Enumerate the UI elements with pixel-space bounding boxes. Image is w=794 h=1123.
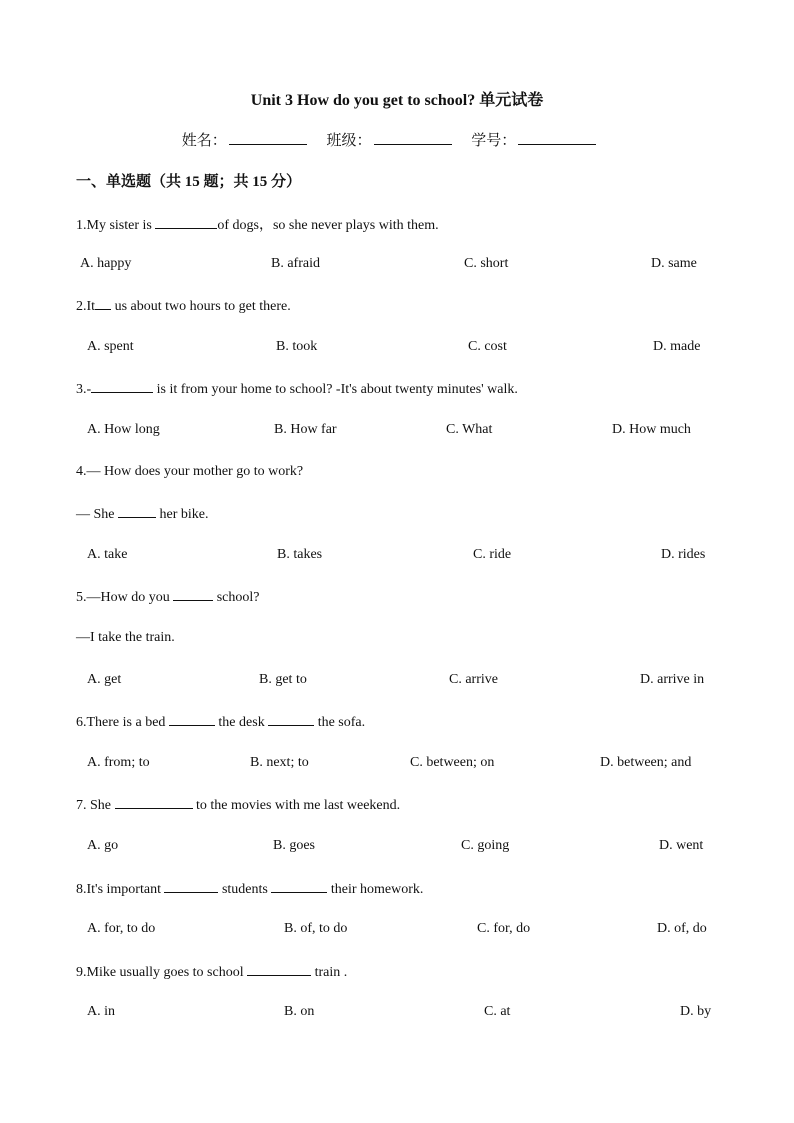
question-7-option-a[interactable]: A. go [87,838,119,853]
question-4-option-c[interactable]: C. ride [473,547,512,562]
question-9-option-d[interactable]: D. by [680,1004,712,1019]
question-6-option-a[interactable]: A. from; to [87,755,150,770]
question-2-option-a[interactable]: A. spent [87,339,134,354]
question-5-option-d[interactable]: D. arrive in [640,672,705,687]
question-2-option-c[interactable]: C. cost [468,339,507,354]
answer-blank [115,796,193,809]
question-3-option-b[interactable]: B. How far [274,422,337,437]
name-blank[interactable] [229,131,307,145]
question-2-option-d[interactable]: D. made [653,339,701,354]
question-7-option-b[interactable]: B. goes [273,838,315,853]
question-8-option-c[interactable]: C. for, do [477,921,531,936]
question-4-option-d[interactable]: D. rides [661,547,706,562]
question-2-option-b[interactable]: B. took [276,339,318,354]
answer-blank [118,505,156,518]
question-4-stem: 4.— How does your mother go to work? [76,464,304,479]
question-1-option-d[interactable]: D. same [651,256,697,271]
question-6-option-c[interactable]: C. between; on [410,755,495,770]
answer-blank [268,713,314,726]
question-9-stem: 9.Mike usually goes to school train . [76,965,348,980]
question-6-stem: 6.There is a bed the desk the sofa. [76,715,366,730]
question-1-stem: 1.My sister is of dogs，so she never plays with them. [76,218,439,233]
question-4-line2: — She her bike. [76,507,209,522]
id-blank[interactable] [518,131,596,145]
question-4-option-b[interactable]: B. takes [277,547,323,562]
question-5-option-a[interactable]: A. get [87,672,122,687]
class-blank[interactable] [374,131,452,145]
answer-blank [95,297,111,310]
question-7-option-d[interactable]: D. went [659,838,704,853]
answer-blank [169,713,215,726]
answer-blank [164,880,218,893]
question-5-option-b[interactable]: B. get to [259,672,307,687]
answer-blank [155,216,217,229]
answer-blank [271,880,327,893]
question-5-option-c[interactable]: C. arrive [449,672,498,687]
question-8-option-b[interactable]: B. of, to do [284,921,348,936]
question-1-option-a[interactable]: A. happy [80,256,132,271]
answer-blank [173,588,213,601]
id-label: 学号： [471,133,517,149]
question-6-option-d[interactable]: D. between; and [600,755,692,770]
question-9-option-a[interactable]: A. in [87,1004,115,1019]
question-5-stem: 5.—How do you school? [76,590,260,605]
question-3-option-d[interactable]: D. How much [612,422,691,437]
answer-blank [247,963,311,976]
student-info-line [0,129,794,150]
question-5-line2: —I take the train. [76,630,175,645]
question-7-stem: 7. She to the movies with me last weekend. [76,798,401,813]
question-9-option-c[interactable]: C. at [484,1004,511,1019]
question-6-option-b[interactable]: B. next; to [250,755,309,770]
question-2-stem: 2.It us about two hours to get there. [76,299,291,314]
question-9-option-b[interactable]: B. on [284,1004,315,1019]
question-3-option-a[interactable]: A. How long [87,422,160,437]
answer-blank [91,380,153,393]
exam-title: Unit 3 How do you get to school? 单元试卷 [250,92,544,109]
name-label: 姓名： [181,133,227,149]
question-8-option-a[interactable]: A. for, to do [87,921,156,936]
question-4-option-a[interactable]: A. take [87,547,128,562]
class-label: 班级： [326,133,372,149]
question-3-stem: 3.- is it from your home to school? -It's about twenty minutes' walk. [76,382,518,397]
question-1-option-c[interactable]: C. short [464,256,509,271]
question-1-option-b[interactable]: B. afraid [271,256,320,271]
question-7-option-c[interactable]: C. going [461,838,510,853]
question-3-option-c[interactable]: C. What [446,422,493,437]
section-heading: 一、单选题（共 15 题；共 15 分） [76,174,302,190]
question-8-stem: 8.It's important students their homework. [76,882,424,897]
question-8-option-d[interactable]: D. of, do [657,921,707,936]
